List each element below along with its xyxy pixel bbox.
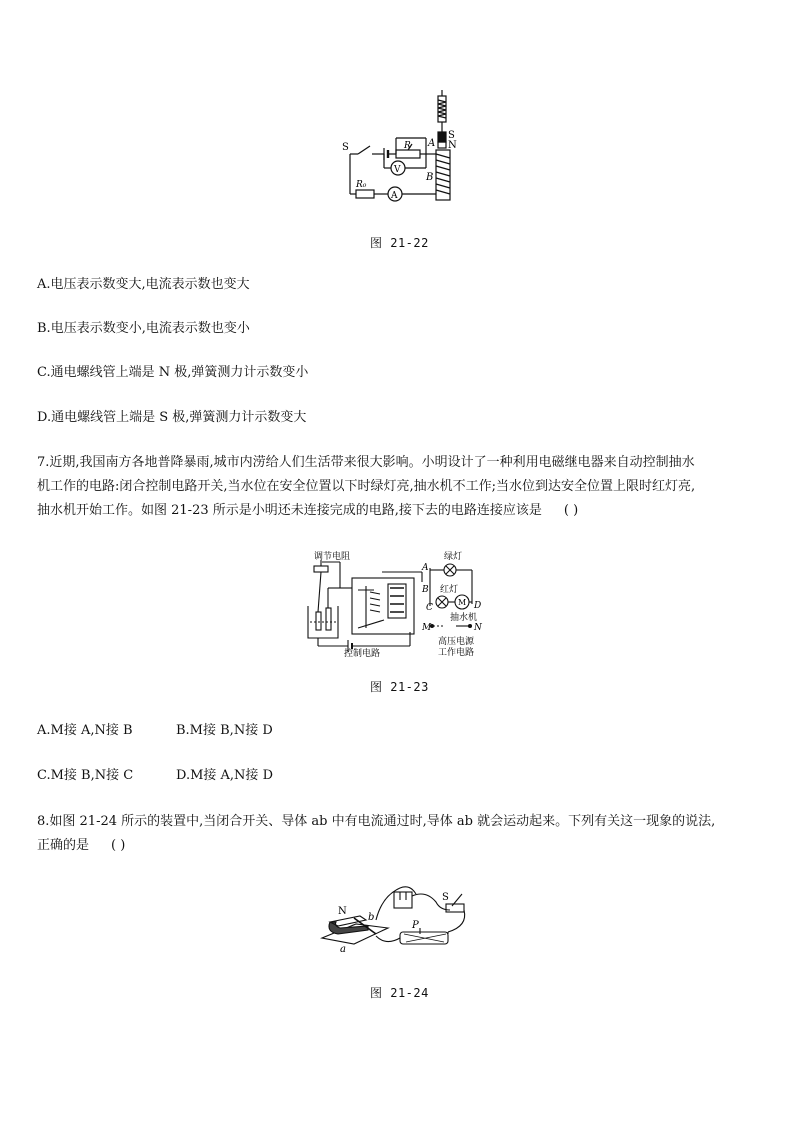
- q8-line2: 正确的是 ( ): [37, 838, 126, 853]
- q7-line2: 机工作的电路:闭合控制电路开关,当水位在安全位置以下时绿灯亮,抽水机不工作;当水位到达安全位置上限时红灯亮,: [37, 479, 696, 494]
- fig22-label-a: A: [428, 138, 436, 149]
- fig22-pole-s: S: [448, 130, 455, 141]
- figure-21-24-caption: 图 21-24: [370, 986, 429, 1000]
- q7-line3: 抽水机开始工作。如图 21-23 所示是小明还未连接完成的电路,接下去的电路连接应该是 ( ): [37, 503, 579, 518]
- q8-line1: 8.如图 21-24 所示的装置中,当闭合开关、导体 ab 中有电流通过时,导体 ab 就会运动起来。下列有关这一现象的说法,: [37, 814, 716, 829]
- q6-option-b[interactable]: B.电压表示数变小,电流表示数也变小: [37, 321, 250, 336]
- fig22-label-r0: R₀: [356, 180, 367, 190]
- figure-21-23: [300, 548, 500, 660]
- fig23-point-a: A: [422, 563, 429, 573]
- fig22-label-b: B: [426, 172, 434, 183]
- fig23-pump-label: 抽水机: [450, 613, 478, 623]
- fig23-motor-label: M: [458, 598, 467, 607]
- fig23-point-c: C: [426, 603, 433, 613]
- fig22-voltmeter-label: V: [394, 165, 401, 175]
- fig23-hv-power-label: 高压电源: [438, 637, 475, 647]
- q7-line1: 7.近期,我国南方各地普降暴雨,城市内涝给人们生活带来很大影响。小明设计了一种利用电磁继电器来自动控制抽水: [37, 455, 695, 470]
- fig24-label-n: N: [338, 906, 347, 917]
- fig23-adjust-resistor-label: 调节电阻: [314, 552, 351, 562]
- figure-21-24: [316, 876, 476, 956]
- q7-option-a[interactable]: A.M接 A,N接 B: [37, 723, 133, 738]
- fig24-label-p: P: [412, 920, 419, 931]
- fig23-control-circuit-label: 控制电路: [344, 649, 381, 659]
- fig22-pole-n: N: [448, 140, 457, 151]
- q7-option-d[interactable]: D.M接 A,N接 D: [176, 768, 273, 783]
- fig22-label-r: R: [404, 141, 411, 151]
- fig24-label-b: b: [368, 912, 375, 923]
- figure-21-22-caption: 图 21-22: [370, 236, 429, 250]
- fig22-ammeter-label: A: [391, 191, 398, 201]
- q8-answer-bracket[interactable]: ( ): [111, 838, 126, 853]
- q6-option-a[interactable]: A.电压表示数变大,电流表示数也变大: [37, 277, 250, 292]
- q7-option-b[interactable]: B.M接 B,N接 D: [176, 723, 273, 738]
- fig24-label-a: a: [340, 944, 346, 955]
- fig23-point-d: D: [474, 601, 482, 611]
- figure-21-23-caption: 图 21-23: [370, 680, 429, 694]
- q7-option-c[interactable]: C.M接 B,N接 C: [37, 768, 134, 783]
- fig23-point-n: N: [474, 623, 482, 633]
- fig24-label-s: S: [442, 892, 449, 903]
- fig23-point-b: B: [422, 585, 429, 595]
- q6-option-c[interactable]: C.通电螺线管上端是 N 极,弹簧测力计示数变小: [37, 365, 309, 380]
- q7-stem: [37, 451, 767, 523]
- q8-stem: [37, 810, 777, 858]
- fig23-point-m: M: [422, 623, 432, 633]
- fig23-work-circuit-label: 工作电路: [438, 648, 475, 658]
- fig23-red-lamp-label: 红灯: [440, 585, 459, 595]
- q6-option-d[interactable]: D.通电螺线管上端是 S 极,弹簧测力计示数变大: [37, 410, 307, 425]
- figure-21-22: [330, 88, 470, 208]
- fig23-green-lamp-label: 绿灯: [444, 552, 463, 562]
- fig22-label-s: S: [342, 142, 349, 153]
- q7-answer-bracket[interactable]: ( ): [563, 503, 579, 518]
